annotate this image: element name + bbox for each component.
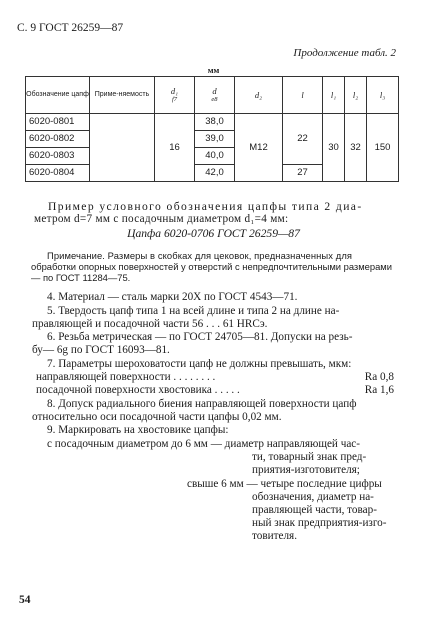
- col-applicability: Приме-няемость: [90, 77, 155, 114]
- item-5-hardness-continued: правляющей и посадочной части 56 . . . 61 HRCэ.: [32, 318, 268, 330]
- col-l: l: [283, 77, 323, 114]
- cell-l: 27: [283, 165, 323, 182]
- marking-large-diameter-cont-2: правляющей части, товар-: [252, 504, 377, 516]
- item-4-material: 4. Материал — сталь марки 20Х по ГОСТ 4543—71.: [47, 291, 298, 303]
- marking-small-diameter-cont-2: приятия-изготовителя;: [252, 464, 360, 476]
- page-header: С. 9 ГОСТ 26259—87: [17, 22, 124, 34]
- example-lead: Пример условного обозначения цапфы типа 2 диа-: [48, 200, 363, 213]
- col-d-tolerance: e8: [211, 95, 218, 103]
- table-continuation-label: Продолжение табл. 2: [293, 47, 396, 59]
- cell-d: 40,0: [195, 148, 235, 165]
- example-lead-continued: метром d=7 мм с посадочным диаметром d₁=4 мм:: [34, 213, 289, 225]
- spec-table: [25, 76, 399, 182]
- roughness-guide-label: направляющей поверхности . . . . . . . .: [36, 371, 216, 383]
- note-line-2: обработки опорных поверхностей у отверстий с непредпочтительными размерами: [31, 261, 392, 272]
- cell-d2: M12: [235, 114, 283, 182]
- item-5-hardness: 5. Твердость цапф типа 1 на всей длине и типа 2 на длине на-: [47, 305, 340, 317]
- marking-large-diameter-cont-4: товителя.: [252, 530, 297, 542]
- marking-large-diameter: свыше 6 мм — четыре последние цифры: [187, 478, 382, 490]
- col-l2: l₂: [345, 77, 367, 114]
- cell-designation: 6020-0802: [26, 131, 90, 148]
- col-d1-tolerance: f7: [171, 95, 178, 103]
- marking-large-diameter-cont-3: ный знак предприятия-изго-: [252, 517, 387, 529]
- item-6-thread-continued: бу— 6g по ГОСТ 16093—81.: [32, 344, 170, 356]
- item-7-roughness: 7. Параметры шероховатости цапф не должны превышать, мкм:: [47, 358, 352, 370]
- roughness-shank-value: Ra 1,6: [364, 384, 394, 396]
- cell-d: 39,0: [195, 131, 235, 148]
- example-designation: Цапфа 6020-0706 ГОСТ 26259—87: [127, 227, 300, 240]
- marking-small-diameter-cont-1: ти, товарный знак пред-: [252, 451, 367, 463]
- col-d-label: d: [212, 85, 217, 96]
- roughness-shank-label: посадочной поверхности хвостовика . . . . .: [36, 384, 240, 396]
- table-row: [26, 114, 399, 131]
- cell-designation: 6020-0804: [26, 165, 90, 182]
- col-d1-label: d₁: [170, 85, 179, 96]
- table-unit: мм: [207, 65, 220, 75]
- note-line-1: Примечание. Размеры в скобках для цековок, предназначенных для: [47, 250, 353, 261]
- col-designation: Обозначение цапф: [26, 77, 90, 114]
- cell-d: 42,0: [195, 165, 235, 182]
- cell-designation: 6020-0803: [26, 148, 90, 165]
- cell-l: 22: [283, 114, 323, 165]
- col-d2: d₂: [235, 77, 283, 114]
- table-header-row: [26, 77, 399, 114]
- item-9-marking: 9. Маркировать на хвостовике цапфы:: [47, 424, 229, 436]
- marking-large-diameter-cont-1: обозначения, диаметр на-: [252, 491, 374, 503]
- col-l1: l₁: [323, 77, 345, 114]
- note-line-3: — по ГОСТ 11284—75.: [31, 272, 131, 283]
- page-number: 54: [19, 594, 31, 606]
- cell-designation: 6020-0801: [26, 114, 90, 131]
- col-d1: [155, 77, 195, 114]
- roughness-guide-value: Ra 0,8: [364, 371, 394, 383]
- cell-l1: 30: [323, 114, 345, 182]
- cell-d: 38,0: [195, 114, 235, 131]
- marking-small-diameter: с посадочным диаметром до 6 мм — диаметр направляющей час-: [47, 438, 360, 450]
- item-6-thread: 6. Резьба метрическая — по ГОСТ 24705—81. Допуски на резь-: [47, 331, 353, 343]
- cell-l3: 150: [367, 114, 399, 182]
- col-l3: l₃: [367, 77, 399, 114]
- item-8-runout: 8. Допуск радиального биения направляющей поверхности цапф: [47, 398, 357, 410]
- cell-applicability: [90, 114, 155, 182]
- cell-d1: 16: [155, 114, 195, 182]
- col-d: [195, 77, 235, 114]
- item-8-runout-continued: относительно оси посадочной части цапфы 0,02 мм.: [32, 411, 282, 423]
- cell-l2: 32: [345, 114, 367, 182]
